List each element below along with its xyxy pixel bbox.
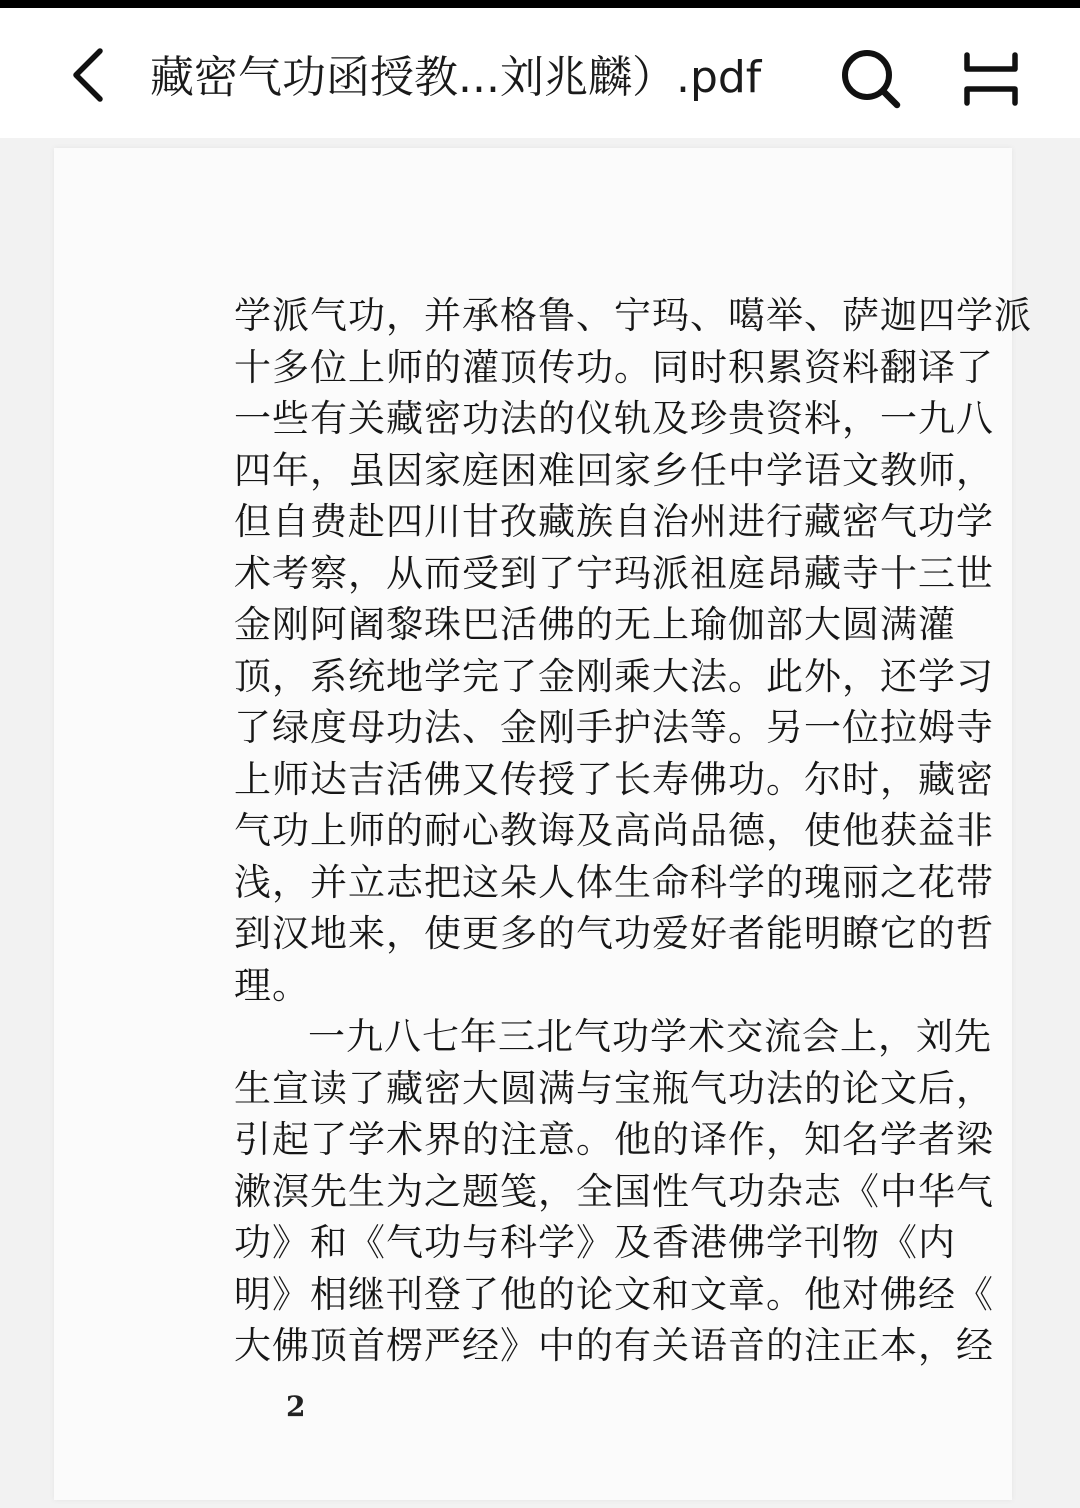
expand-icon <box>961 51 1021 111</box>
pdf-viewer[interactable] <box>0 138 1080 1508</box>
status-bar-strip <box>0 0 1080 8</box>
text-line: 明》相继刊登了他的论文和文章。他对佛经《 <box>234 1272 994 1316</box>
pdf-page <box>54 148 1032 1500</box>
app-header <box>0 8 1080 138</box>
chevron-left-icon <box>68 45 108 109</box>
text-line-content: 理。 <box>234 963 310 1007</box>
text-line: 学派气功，并承格鲁、宁玛、噶举、萨迦四学派 <box>234 294 1032 337</box>
text-line: 金刚阿阇黎珠巴活佛的无上瑜伽部大圆满灌 <box>234 603 956 646</box>
text-line: 十多位上师的灌顶传功。同时积累资料翻译了 <box>234 345 994 389</box>
text-line: 气功上师的耐心教诲及高尚品德，使他获益非 <box>234 809 994 852</box>
document-title: 藏密气功函授教...刘兆麟）.pdf <box>150 52 762 103</box>
text-line: 一些有关藏密功法的仪轨及珍贵资料，一九八 <box>234 397 994 440</box>
text-line <box>234 960 954 1012</box>
text-line: 上师达吉活佛又传授了长寿佛功。尔时，藏密 <box>234 757 994 801</box>
text-line: 到汉地来，使更多的气功爱好者能明瞭它的哲 <box>234 912 994 955</box>
expand-button[interactable] <box>956 48 1026 114</box>
text-line: 四年，虽因家庭困难回家乡任中学语文教师， <box>234 448 994 492</box>
text-line: 但自费赴四川甘孜藏族自治州进行藏密气功学 <box>234 500 994 543</box>
page-text <box>234 290 1032 1372</box>
search-button[interactable] <box>836 46 904 114</box>
back-button[interactable] <box>58 42 118 112</box>
search-icon <box>839 47 901 113</box>
text-line: 浅，并立志把这朵人体生命科学的瑰丽之花带 <box>234 860 994 904</box>
text-line: 功》和《气功与科学》及香港佛学刊物《内 <box>234 1221 956 1264</box>
text-line: 顶，系统地学完了金刚乘大法。此外，还学习 <box>234 654 994 698</box>
text-line: 一九八七年三北气功学术交流会上，刘先 <box>308 1015 992 1058</box>
page-number: 2 <box>286 1390 306 1423</box>
text-line: 大佛顶首楞严经》中的有关语音的注正本，经 <box>234 1324 994 1367</box>
text-line: 了绿度母功法、金刚手护法等。另一位拉姆寺 <box>234 706 994 749</box>
text-line: 漱溟先生为之题笺，全国性气功杂志《中华气 <box>234 1169 994 1213</box>
text-line: 生宣读了藏密大圆满与宝瓶气功法的论文后， <box>234 1066 994 1110</box>
text-line: 术考察，从而受到了宁玛派祖庭昂藏寺十三世 <box>234 551 994 595</box>
text-line: 引起了学术界的注意。他的译作，知名学者梁 <box>234 1118 994 1161</box>
